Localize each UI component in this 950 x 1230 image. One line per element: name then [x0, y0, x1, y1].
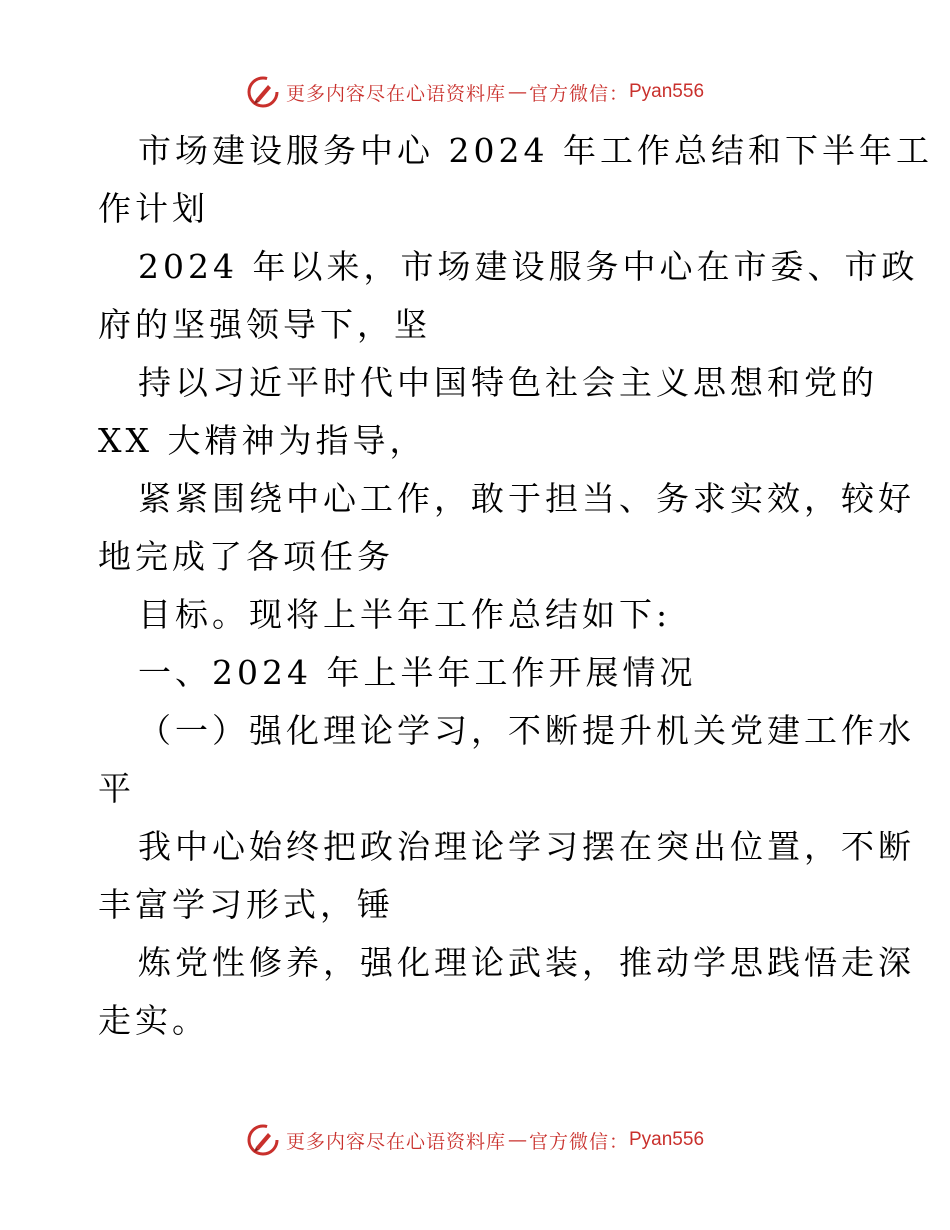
subsection-heading: （一）强化理论学习，不断提升机关党建工作水 [138, 711, 915, 750]
watermark-contact-text: 官方微信： [528, 1130, 629, 1153]
text-line: 紧紧围绕中心工作，敢于担当、务求实效，较好 [138, 479, 915, 518]
text-line: 2024 年以来，市场建设服务中心在市委、市政 [138, 247, 919, 286]
footer-watermark[interactable] [0, 1120, 950, 1160]
watermark-contact-id: Pyan556 [629, 81, 705, 102]
pen-nib-logo-icon [246, 1123, 280, 1157]
watermark-separator: — [507, 81, 527, 103]
text-line: 丰富学习形式，锤 [98, 885, 394, 924]
pen-nib-logo-icon [246, 75, 280, 109]
watermark-site-text: 更多内容尽在心语资料库 [285, 1130, 506, 1153]
text-line: 地完成了各项任务 [98, 537, 394, 576]
watermark-contact-text: 官方微信： [528, 82, 629, 105]
text-line: 目标。现将上半年工作总结如下: [138, 595, 672, 634]
text-line: 平 [98, 769, 135, 808]
text-line: 府的坚强领导下，坚 [98, 305, 431, 344]
text-line: XX 大精神为指导， [98, 421, 427, 460]
text-line: 走实。 [98, 1001, 209, 1040]
header-watermark[interactable] [0, 72, 950, 112]
text-line: 市场建设服务中心 2024 年工作总结和下半年工 [138, 131, 933, 170]
watermark-separator: — [507, 1129, 527, 1151]
text-line: 作计划 [98, 189, 209, 228]
watermark-site-text: 更多内容尽在心语资料库 [285, 82, 506, 105]
section-heading: 一、2024 年上半年工作开展情况 [138, 653, 697, 692]
watermark-contact-id: Pyan556 [629, 1129, 705, 1150]
text-line: 持以习近平时代中国特色社会主义思想和党的 [138, 363, 878, 402]
text-line: 我中心始终把政治理论学习摆在突出位置，不断 [138, 827, 915, 866]
document-body [98, 122, 933, 1050]
text-line: 炼党性修养，强化理论武装，推动学思践悟走深 [138, 943, 915, 982]
